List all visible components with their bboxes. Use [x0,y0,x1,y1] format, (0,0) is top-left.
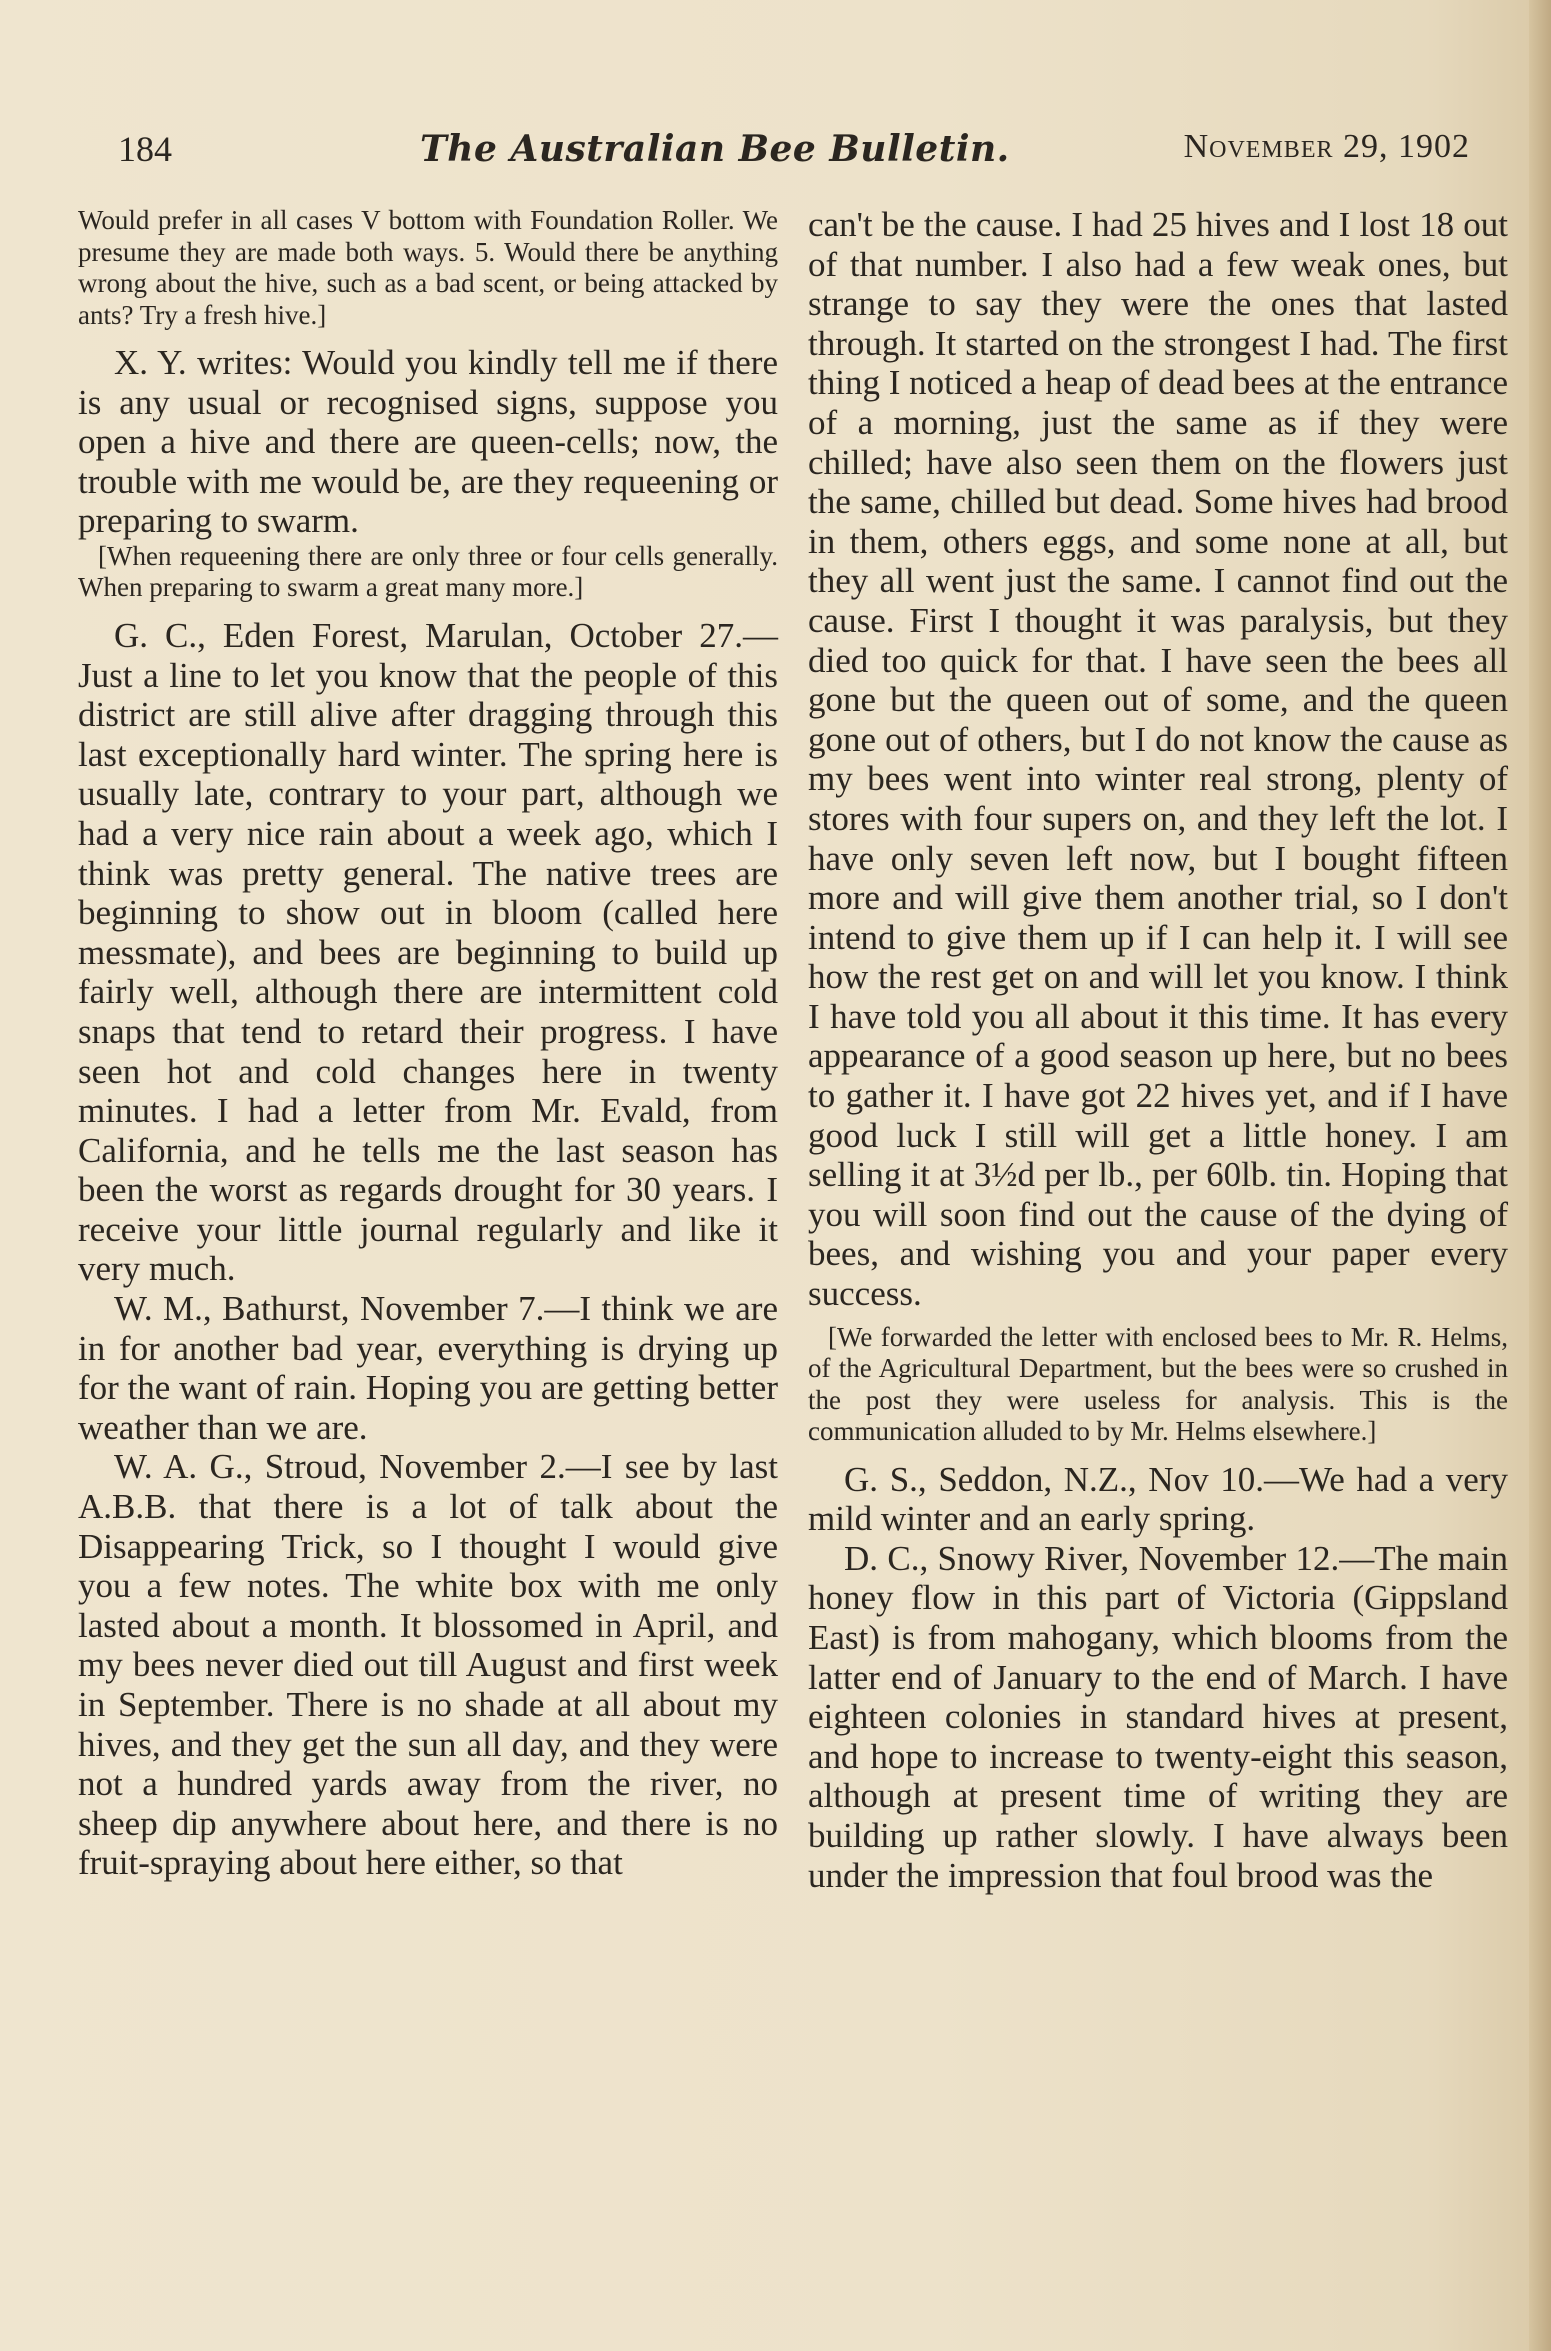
left-column [78,205,778,1883]
letter-dc: D. C., Snowy River, November 12.—The main honey flow in this part of Victoria (Gippsland East) is from mahogany, which blooms from the latter end of January to the end of March. I have eighteen colonies in standard hives at present, and hope to increase to twenty-eight this season, although at present time of writing they are building up rather slowly. I have always been under the impression that foul brood was the [808,1538,1508,1895]
editor-note: [We forwarded the letter with enclosed bees to Mr. R. Helms, of the Agricultural Department, but the bees were so crushed in the post they were useless for analysis. This is the communication alluded to by Mr. Helms elsewhere.] [808,1321,1508,1447]
letter-xy: X. Y. writes: Would you kindly tell me if there is any usual or recognised signs, suppose you open a hive and there are queen-cells; now, the trouble with me would be, are they requeening or preparing to swarm. [78,343,778,541]
letter-gs: G. S., Seddon, N.Z., Nov 10.—We had a very mild winter and an early spring. [808,1459,1508,1539]
letter-wag: W. A. G., Stroud, November 2.—I see by last A.B.B. that there is a lot of talk about the Disappearing Trick, so I thought I would give you a few notes. The white box with me only lasted about a month. It blossomed in April, and my bees never died out till August and first week in September. There is no shade at all about my hives, and they get the sun all day, and they were not a hundred yards away from the river, no sheep dip anywhere about here, and there is no fruit-spraying about here either, so that [78,1447,778,1883]
letter-gc: G. C., Eden Forest, Marulan, October 27.—Just a line to let you know that the people of this district are still alive after dragging through this last exceptionally hard winter. The spring here is usually late, contrary to your part, although we had a very nice rain about a week ago, which I think was pretty general. The native trees are beginning to show out in bloom (called here messmate), and bees are beginning to build up fairly well, although there are intermittent cold snaps that tend to retard their progress. I have seen hot and cold changes here in twenty minutes. I had a letter from Mr. Evald, from California, and he tells me the last season has been the worst as regards drought for 30 years. I receive your little journal regularly and like it very much. [78,615,778,1289]
page-header [118,128,1470,172]
journal-title: The Australian Bee Bulletin. [420,128,1010,170]
page-binding-edge [1529,0,1551,2351]
letter-wag-continued: can't be the cause. I had 25 hives and I lost 18 out of that number. I also had a few weak ones, but strange to say they were the ones that lasted through. It started on the strongest I had. The first thing I noticed a heap of dead bees at the entrance of a morning, just the same as if they were chilled; have also seen them on the flowers just the same, chilled but dead. Some hives had brood in them, others eggs, and some none at all, but they all went just the same. I cannot find out the cause. First I thought it was paralysis, but they died too quick for that. I have seen the bees all gone but the queen out of some, and the queen gone out of others, but I do not know the cause as my bees went into winter real strong, plenty of stores with four supers on, and they left the lot. I have only seven left now, but I bought fifteen more and will give them another trial, so I don't intend to give them up if I can help it. I will see how the rest get on and will let you know. I think I have told you all about it this time. It has every appearance of a good season up here, but no bees to gather it. I have got 22 hives yet, and if I have good luck I still will get a little honey. I am selling it at 3½d per lb., per 60lb. tin. Hoping that you will soon find out the cause of the dying of bees, and wishing you and your paper every success. [808,205,1508,1314]
letter-wm: W. M., Bathurst, November 7.—I think we are in for another bad year, everything is drying up for the want of rain. Hoping you are getting better weather than we are. [78,1289,778,1447]
right-column [808,205,1508,1895]
issue-date: November 29, 1902 [1183,128,1470,165]
page-number: 184 [118,129,172,169]
editor-note: [When requeening there are only three or four cells generally. When preparing to swarm a great many more.] [78,540,778,603]
editor-note: Would prefer in all cases V bottom with Foundation Roller. We presume they are made both ways. 5. Would there be anything wrong about the hive, such as a bad scent, or being attacked by ants? Try a fresh hive.] [78,205,778,330]
